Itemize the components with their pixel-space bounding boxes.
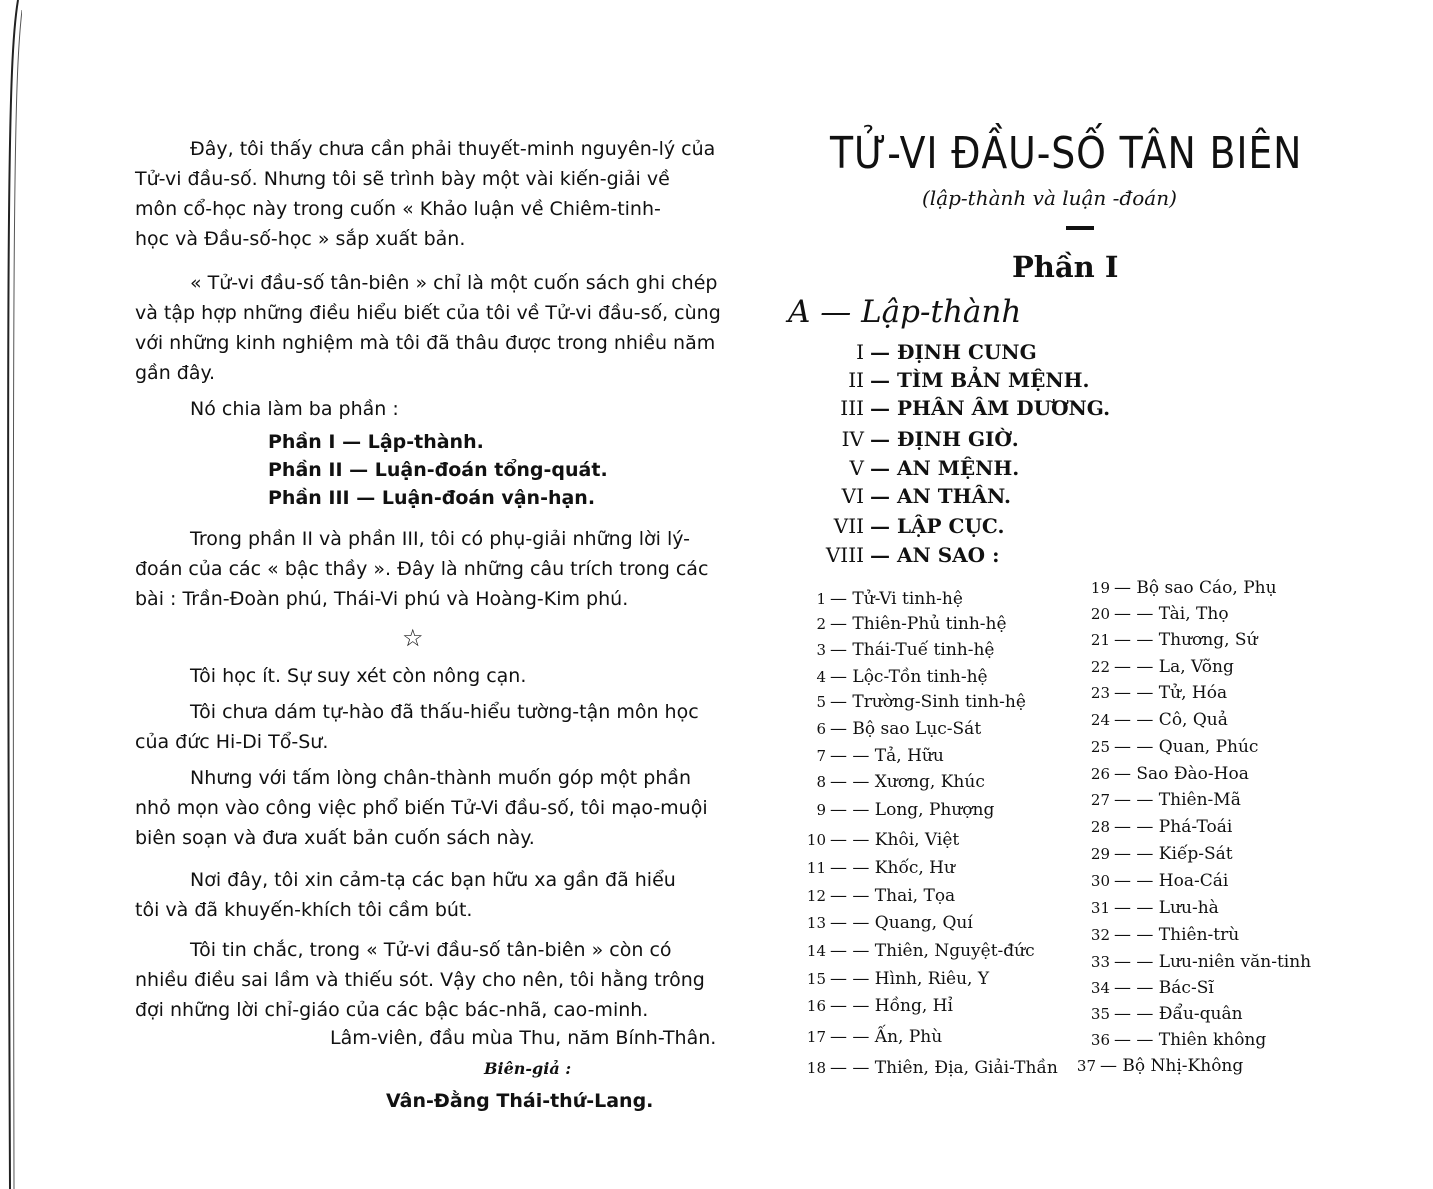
item-number: 21 xyxy=(1090,631,1110,649)
item-number: 17 xyxy=(806,1028,826,1046)
item-number: 3 xyxy=(816,641,826,659)
item-number: 10 xyxy=(806,831,826,849)
toc-label: — ĐỊNH GIỜ. xyxy=(870,427,1019,451)
item-text: — — Lưu-niên văn-tinh xyxy=(1114,952,1312,972)
item-number: 37 xyxy=(1076,1057,1096,1075)
text-line: đợi những lời chỉ-giáo của các bậc bác-nhã, cao-minh. xyxy=(135,999,649,1021)
star-list-item xyxy=(800,830,959,850)
star-list-item xyxy=(800,640,994,660)
item-number: 31 xyxy=(1090,899,1110,917)
item-text: — — Tử, Hóa xyxy=(1114,683,1228,703)
item-number: 15 xyxy=(806,970,826,988)
star-list-item xyxy=(1070,1056,1243,1076)
star-list-item xyxy=(800,667,988,687)
toc-item xyxy=(808,484,1011,508)
text-line: Tử-vi đầu-số. Nhưng tôi sẽ trình bày một vài kiến-giải về xyxy=(135,168,670,190)
toc-label: — LẬP CỤC. xyxy=(870,514,1005,538)
text-line: nhiều điều sai lầm và thiếu sót. Vậy cho nên, tôi hằng trông xyxy=(135,969,705,991)
star-list-item xyxy=(800,858,955,878)
closing-paragraph xyxy=(135,935,703,1025)
item-text: — — Hình, Riêu, Y xyxy=(830,969,990,989)
item-number: 9 xyxy=(816,801,826,819)
item-text: — Lộc-Tồn tinh-hệ xyxy=(830,667,988,687)
text-line: Nơi đây, tôi xin cảm-tạ các bạn hữu xa gần đã hiểu xyxy=(190,869,676,891)
star-list-item xyxy=(1084,790,1241,810)
item-number: 4 xyxy=(816,668,826,686)
toc-item xyxy=(808,340,1037,364)
star-list-item xyxy=(800,719,981,739)
item-text: — — Quan, Phúc xyxy=(1114,737,1259,757)
right-page xyxy=(716,0,1433,1189)
item-text: — Bộ sao Lục-Sát xyxy=(830,719,982,739)
star-list-item xyxy=(800,941,1035,961)
toc-number: VIII xyxy=(825,543,864,567)
annotation-paragraph xyxy=(135,524,709,614)
text-line: bài : Trần-Đoàn phú, Thái-Vi phú và Hoàng-Kim phú. xyxy=(135,588,629,610)
star-list-item xyxy=(800,1058,1058,1078)
item-text: — — Tả, Hữu xyxy=(830,746,944,766)
star-list-item xyxy=(1084,657,1234,677)
text-line: Tôi học ít. Sự suy xét còn nông cạn. xyxy=(190,665,527,687)
toc-label: — AN MỆNH. xyxy=(870,456,1020,480)
book-description-paragraph xyxy=(135,268,721,388)
item-text: — — Lưu-hà xyxy=(1114,898,1219,918)
item-number: 11 xyxy=(806,859,826,877)
star-list-item xyxy=(1084,817,1232,837)
item-text: — Trường-Sinh tinh-hệ xyxy=(830,692,1026,712)
star-list-item xyxy=(800,800,994,820)
star-list-item xyxy=(800,746,944,766)
toc-label: — PHÂN ÂM DƯƠNG. xyxy=(870,396,1111,420)
intro-paragraph xyxy=(135,134,716,254)
star-list-item xyxy=(1084,710,1228,730)
star-list-item xyxy=(1084,898,1219,918)
item-text: — Sao Đào-Hoa xyxy=(1114,764,1249,784)
item-number: 2 xyxy=(816,615,826,633)
item-text: — — Quang, Quí xyxy=(830,913,973,933)
toc-number: IV xyxy=(841,427,864,451)
star-list-item xyxy=(1084,978,1214,998)
item-number: 23 xyxy=(1090,684,1110,702)
item-number: 22 xyxy=(1090,658,1110,676)
text-line: và tập hợp những điều hiểu biết của tôi về Tử-vi đầu-số, cùng xyxy=(135,302,721,324)
item-number: 24 xyxy=(1090,711,1110,729)
toc-label: — AN SAO : xyxy=(870,543,1000,567)
parts-list xyxy=(268,428,608,512)
toc-item xyxy=(808,396,1110,420)
item-number: 34 xyxy=(1090,979,1110,997)
toc-label: — AN THÂN. xyxy=(870,484,1011,508)
toc-label: — TÌM BẢN MỆNH. xyxy=(870,368,1090,392)
paragraph xyxy=(135,763,708,853)
item-text: — — Xương, Khúc xyxy=(830,772,985,792)
item-text: — — Thiên không xyxy=(1114,1030,1267,1050)
text-line: gần đây. xyxy=(135,362,216,384)
item-number: 35 xyxy=(1090,1005,1110,1023)
star-ornament-icon: ☆ xyxy=(402,624,424,652)
star-list-item xyxy=(800,614,1007,634)
text-line: « Tử-vi đầu-số tân-biên » chỉ là một cuốn sách ghi chép xyxy=(190,272,718,294)
item-text: — — Thiên-trù xyxy=(1114,925,1240,945)
item-text: — Thái-Tuế tinh-hệ xyxy=(830,640,995,660)
item-text: — Tử-Vi tinh-hệ xyxy=(830,589,963,609)
item-number: 20 xyxy=(1090,605,1110,623)
author-name: Vân-Đằng Thái-thứ-Lang. xyxy=(386,1090,654,1112)
humility-paragraph xyxy=(135,661,703,691)
text-line: Tôi tin chắc, trong « Tử-vi đầu-số tân-biên » còn có xyxy=(190,939,672,961)
item-text: — — Tài, Thọ xyxy=(1114,604,1229,624)
item-text: — — Long, Phượng xyxy=(830,800,995,820)
item-number: 6 xyxy=(816,720,826,738)
text-line: Tôi chưa dám tự-hào đã thấu-hiểu tường-tận môn học xyxy=(190,701,699,723)
star-list-item xyxy=(1084,737,1258,757)
star-list-item xyxy=(1084,764,1249,784)
item-number: 1 xyxy=(816,590,826,608)
star-list-item xyxy=(800,913,973,933)
star-list-item xyxy=(1084,604,1229,624)
part-item: Phần I — Lập-thành. xyxy=(268,431,484,453)
text-line: nhỏ mọn vào công việc phổ biến Tử-Vi đầu-số, tôi mạo-muội xyxy=(135,797,708,819)
item-number: 26 xyxy=(1090,765,1110,783)
item-number: 32 xyxy=(1090,926,1110,944)
text-line: của đức Hi-Di Tổ-Sư. xyxy=(135,731,329,753)
star-list-item xyxy=(800,772,985,792)
item-text: — — Khôi, Việt xyxy=(830,830,960,850)
star-list-item xyxy=(800,1027,942,1047)
paragraph xyxy=(135,697,703,757)
thanks-paragraph xyxy=(135,865,703,925)
item-number: 29 xyxy=(1090,845,1110,863)
text-line: Trong phần II và phần III, tôi có phụ-giải những lời lý- xyxy=(190,528,691,550)
part-item: Phần II — Luận-đoán tổng-quát. xyxy=(268,459,608,481)
text-line: tôi và đã khuyến-khích tôi cầm bút. xyxy=(135,899,473,921)
text-line: Nó chia làm ba phần : xyxy=(190,398,399,420)
division-intro xyxy=(135,394,703,424)
toc-number: I xyxy=(856,340,864,364)
star-list-item xyxy=(1084,871,1228,891)
star-list-item xyxy=(1084,630,1258,650)
item-number: 16 xyxy=(806,997,826,1015)
toc-number: VII xyxy=(833,514,864,538)
item-text: — — Phá-Toái xyxy=(1114,817,1233,837)
toc-number: V xyxy=(849,456,864,480)
item-text: — — Thiên, Địa, Giải-Thần xyxy=(830,1058,1058,1078)
item-number: 33 xyxy=(1090,953,1110,971)
item-text: — Bộ sao Cáo, Phụ xyxy=(1114,578,1277,598)
item-number: 8 xyxy=(816,773,826,791)
star-list-item xyxy=(1084,925,1239,945)
book-title: TỬ-VI ĐẦU-SỐ TÂN BIÊN xyxy=(830,128,1303,179)
item-number: 19 xyxy=(1090,579,1110,597)
item-text: — — La, Võng xyxy=(1114,657,1234,677)
star-list-item xyxy=(1084,1004,1243,1024)
item-number: 27 xyxy=(1090,791,1110,809)
item-number: 12 xyxy=(806,887,826,905)
item-text: — — Thai, Tọa xyxy=(830,886,956,906)
toc-item xyxy=(808,543,999,567)
text-line: biên soạn và đưa xuất bản cuốn sách này. xyxy=(135,827,535,849)
star-list-item xyxy=(800,969,989,989)
toc-item xyxy=(808,368,1090,392)
item-text: — Bộ Nhị-Không xyxy=(1100,1056,1244,1076)
item-number: 36 xyxy=(1090,1031,1110,1049)
section-heading: A — Lập-thành xyxy=(788,294,1022,330)
item-number: 5 xyxy=(816,693,826,711)
item-text: — — Khốc, Hư xyxy=(830,858,955,878)
text-line: môn cổ-học này trong cuốn « Khảo luận về Chiêm-tinh- xyxy=(135,198,661,220)
text-line: Nhưng với tấm lòng chân-thành muốn góp một phần xyxy=(190,767,692,789)
star-list-item xyxy=(800,692,1026,712)
signature-role: Biên-giả : xyxy=(484,1059,572,1078)
item-number: 13 xyxy=(806,914,826,932)
text-line: Đây, tôi thấy chưa cần phải thuyết-minh nguyên-lý của xyxy=(190,138,716,160)
star-list-item xyxy=(1084,844,1233,864)
star-list-item xyxy=(800,996,953,1016)
text-line: đoán của các « bậc thầy ». Đây là những câu trích trong các xyxy=(135,558,709,580)
toc-item xyxy=(808,514,1004,538)
item-number: 18 xyxy=(806,1059,826,1077)
item-number: 25 xyxy=(1090,738,1110,756)
signature-place-date: Lâm-viên, đầu mùa Thu, năm Bính-Thân. xyxy=(330,1027,717,1049)
item-number: 30 xyxy=(1090,872,1110,890)
star-list-item xyxy=(1084,952,1311,972)
item-text: — — Ấn, Phù xyxy=(830,1027,943,1047)
toc-label: — ĐỊNH CUNG xyxy=(870,340,1037,364)
item-text: — — Hồng, Hỉ xyxy=(830,996,953,1016)
title-divider xyxy=(1066,226,1094,230)
star-list-item xyxy=(800,886,955,906)
item-text: — — Thiên, Nguyệt-đức xyxy=(830,941,1035,961)
item-text: — — Đẩu-quân xyxy=(1114,1004,1243,1024)
text-line: với những kinh nghiệm mà tôi đã thâu được trong nhiều năm xyxy=(135,332,716,354)
star-list-item xyxy=(1084,683,1227,703)
toc-number: VI xyxy=(841,484,864,508)
item-text: — — Thiên-Mã xyxy=(1114,790,1241,810)
toc-number: III xyxy=(840,396,864,420)
star-list-item xyxy=(1084,578,1277,598)
part-item: Phần III — Luận-đoán vận-hạn. xyxy=(268,487,596,509)
item-text: — Thiên-Phủ tinh-hệ xyxy=(830,614,1007,634)
toc-item xyxy=(808,456,1019,480)
star-list-item xyxy=(800,589,963,609)
toc-number: II xyxy=(848,368,864,392)
toc-item xyxy=(808,427,1019,451)
item-number: 28 xyxy=(1090,818,1110,836)
part-heading: Phần I xyxy=(1012,250,1119,284)
item-text: — — Bác-Sĩ xyxy=(1114,978,1214,998)
star-list-item xyxy=(1084,1030,1266,1050)
item-text: — — Thương, Sứ xyxy=(1114,630,1258,650)
text-line: học và Đầu-số-học » sắp xuất bản. xyxy=(135,228,466,250)
item-number: 7 xyxy=(816,747,826,765)
item-number: 14 xyxy=(806,942,826,960)
book-subtitle: (lập-thành và luận -đoán) xyxy=(922,186,1177,210)
item-text: — — Cô, Quả xyxy=(1114,710,1228,730)
item-text: — — Kiếp-Sát xyxy=(1114,844,1233,864)
item-text: — — Hoa-Cái xyxy=(1114,871,1229,891)
